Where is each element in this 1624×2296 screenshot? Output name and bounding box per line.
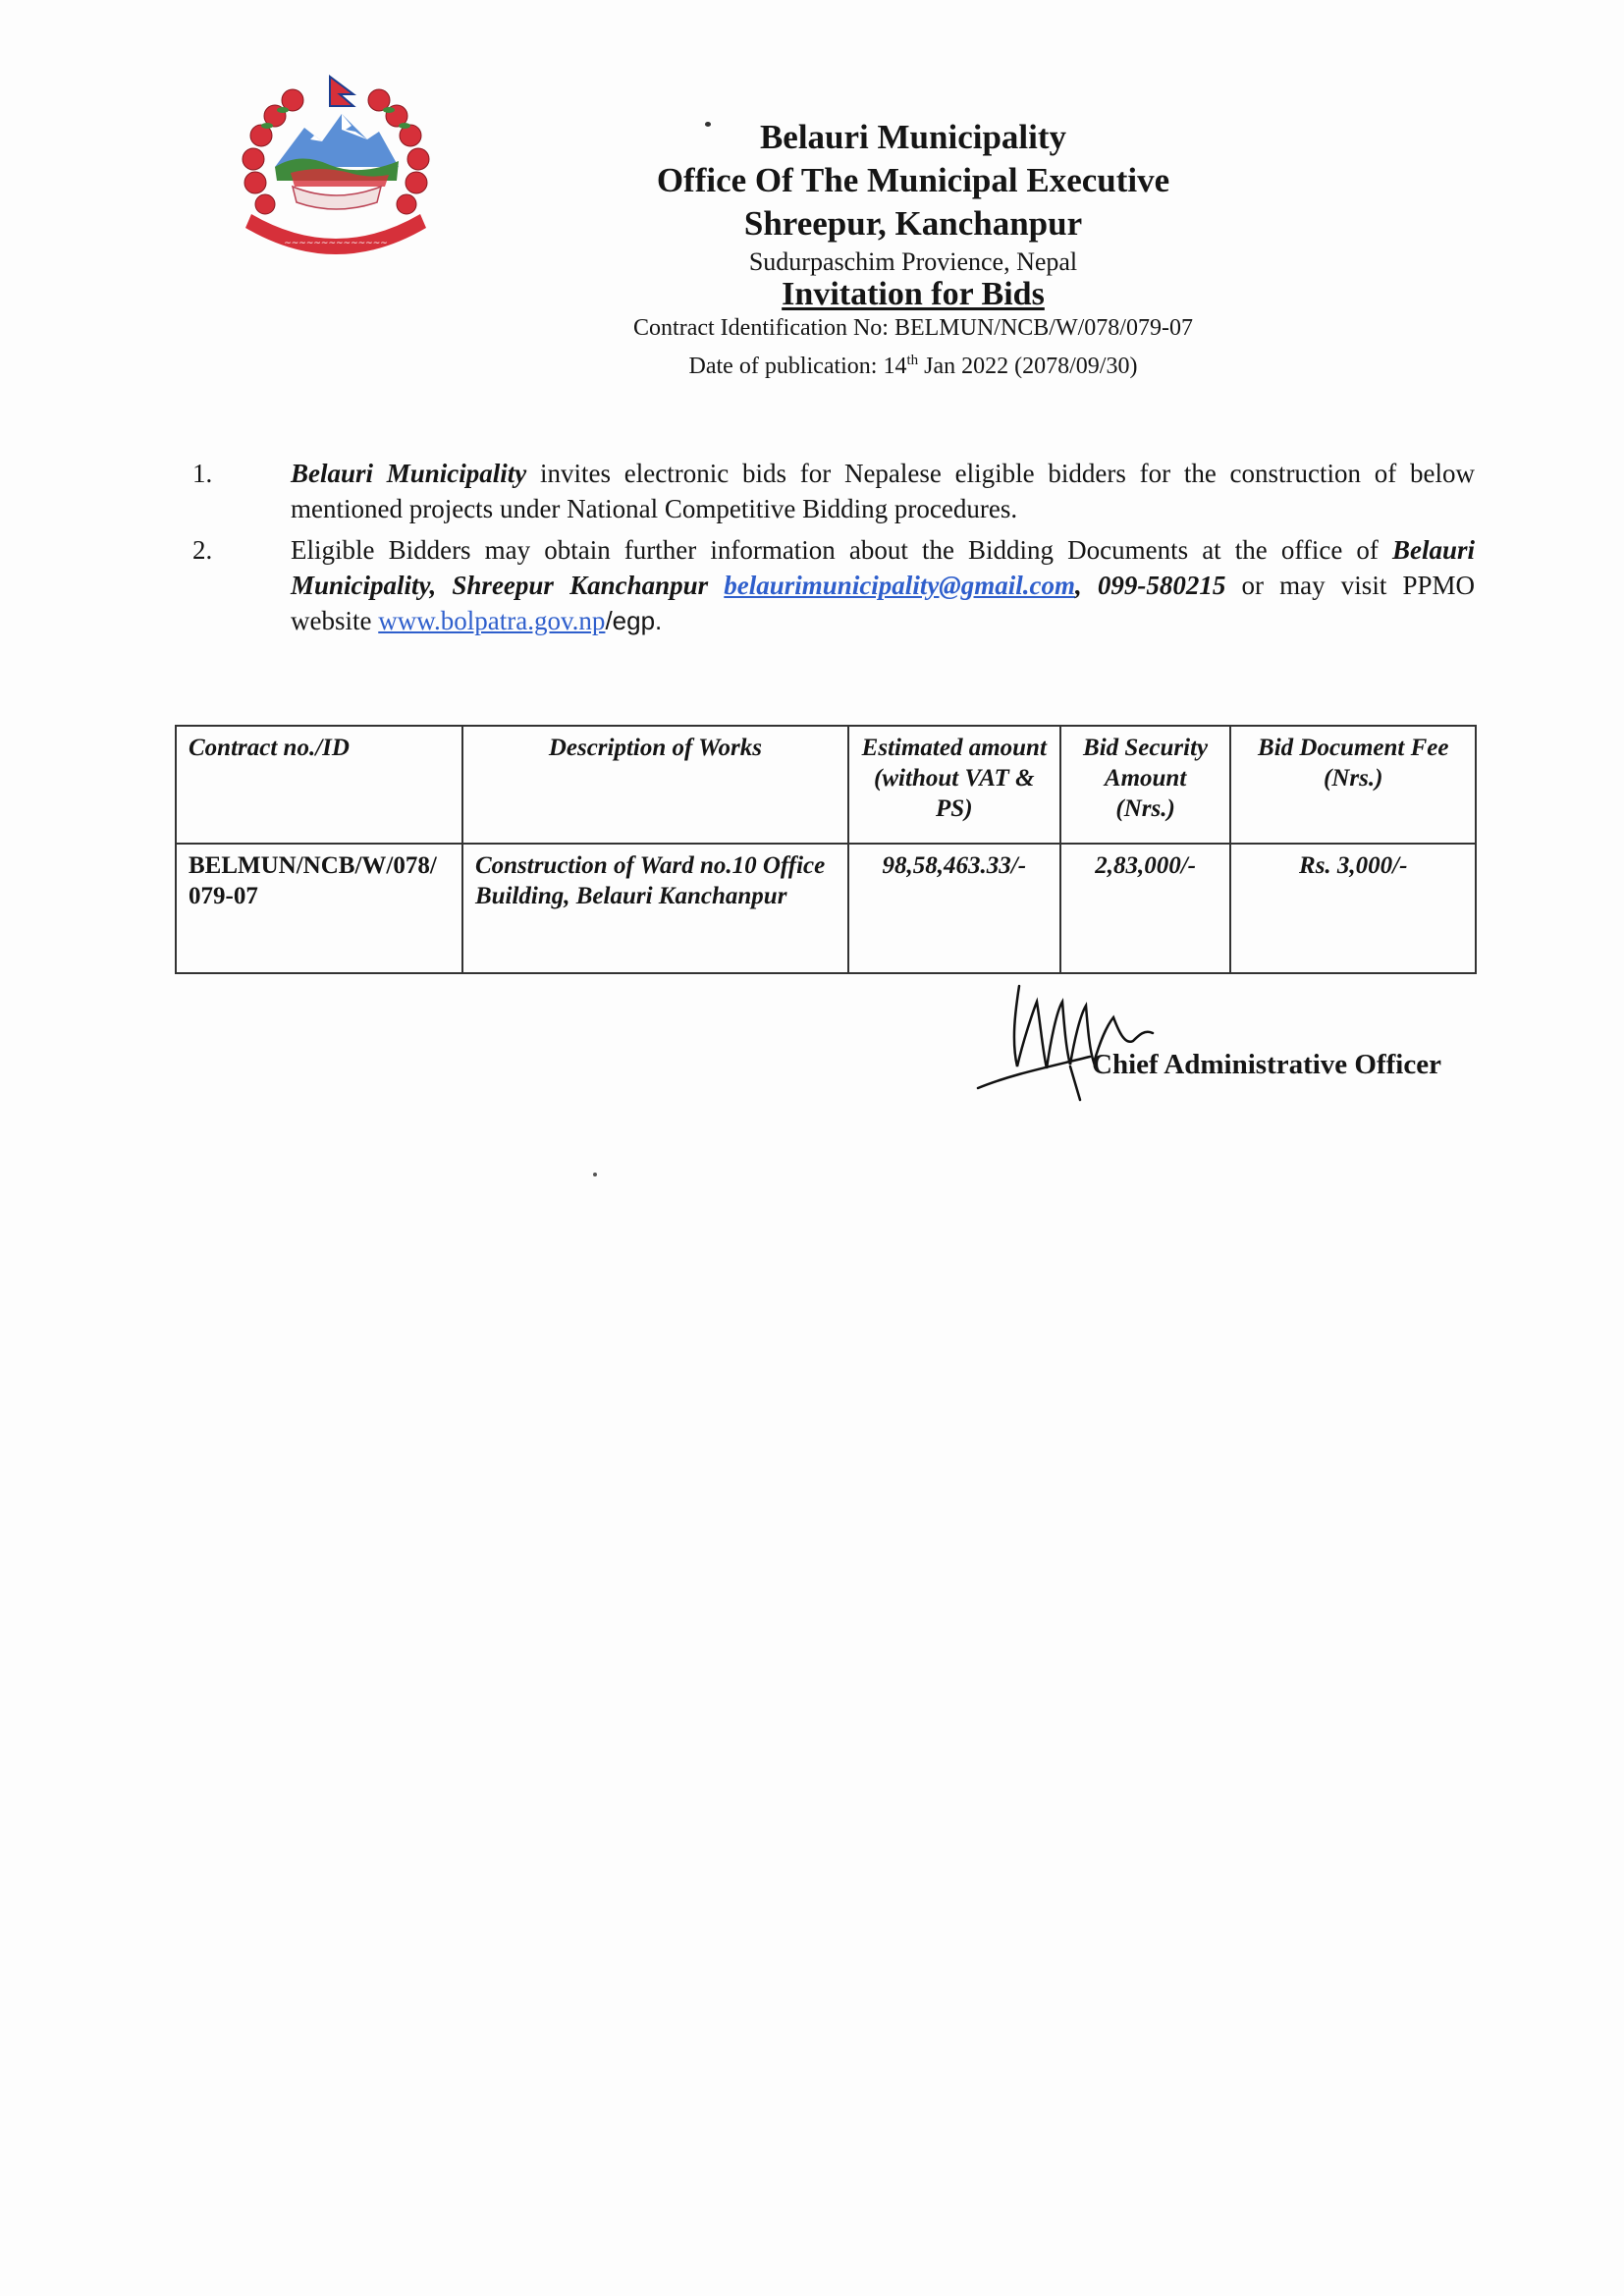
website-link[interactable]: www.bolpatra.gov.np xyxy=(378,606,606,635)
cell-estimated-amount: 98,58,463.33/- xyxy=(848,844,1060,973)
office-location: Shreepur, Kanchanpur xyxy=(743,204,1083,243)
contract-id-value: BELMUN/NCB/W/078/079-07 xyxy=(893,315,1193,341)
handwritten-signature xyxy=(972,972,1208,1110)
contract-id-line xyxy=(550,312,1276,345)
notice-clauses xyxy=(192,456,1475,644)
clause-text xyxy=(291,456,1475,526)
table-header-row xyxy=(176,726,1476,844)
cell-description: Construction of Ward no.10 Office Building, Belauri Kanchanpur xyxy=(462,844,848,973)
clause-body: invites electronic bids for Nepalese eligible bidders for the construction of below mentioned projects under National Competitive Bidding procedures. xyxy=(291,459,1475,523)
publication-date-label: Date of publication: 14 xyxy=(688,354,907,379)
column-header-security: Bid Security Amount (Nrs.) xyxy=(1060,726,1231,844)
contract-id-label: Contract Identification No: xyxy=(633,315,889,341)
cell-contract-id: BELMUN/NCB/W/078/ 079-07 xyxy=(176,844,462,973)
clause-lead: Belauri Municipality xyxy=(291,459,527,488)
bid-table xyxy=(175,725,1477,974)
website-path: /egp. xyxy=(605,606,663,635)
cell-bid-security: 2,83,000/- xyxy=(1060,844,1231,973)
office-address: Belauri Municipality, Shreepur Kanchanpur xyxy=(291,535,1475,600)
column-header-contract: Contract no./ID xyxy=(176,726,462,844)
publication-date-suffix: th xyxy=(906,353,919,368)
cell-document-fee: Rs. 3,000/- xyxy=(1230,844,1476,973)
clause-body-a: Eligible Bidders may obtain further information about the Bidding Documents at the office of xyxy=(291,535,1392,565)
email-link[interactable]: belaurimunicipality@gmail.com xyxy=(724,571,1076,600)
clause-2 xyxy=(192,532,1475,638)
table-row xyxy=(176,844,1476,973)
clause-body-c: or may visit PPMO website xyxy=(291,571,1475,635)
scan-speck xyxy=(593,1173,597,1176)
document-title: Invitation for Bids xyxy=(782,276,1045,312)
letterhead xyxy=(550,116,1276,383)
phone-number: 099-580215 xyxy=(1097,571,1226,600)
column-header-description: Description of Works xyxy=(462,726,848,844)
signatory-title: Chief Administrative Officer xyxy=(1092,1049,1441,1080)
clause-1 xyxy=(192,456,1475,526)
government-emblem-icon xyxy=(232,71,450,267)
municipality-name: Belauri Municipality xyxy=(759,118,1067,156)
publication-date-rest: Jan 2022 (2078/09/30) xyxy=(918,354,1138,379)
clause-number: 1. xyxy=(192,459,213,488)
column-header-estimated: Estimated amount (without VAT & PS) xyxy=(848,726,1060,844)
svg-text:~~~~~~~~~~~~~~: ~~~~~~~~~~~~~~ xyxy=(284,239,388,248)
province-line: Sudurpaschim Provience, Nepal xyxy=(748,247,1078,276)
clause-text: Eligible Bidders may obtain further information about the Bidding Documents at the office of Belauri Municipality, Shreepur Kanchanpur belaurimunicipality@gmail.com, 099-580215 or may visit PPMO website www.bolpatra.gov.np/egp. xyxy=(291,535,1475,635)
column-header-fee: Bid Document Fee (Nrs.) xyxy=(1230,726,1476,844)
publication-date-line xyxy=(550,345,1276,383)
office-name: Office Of The Municipal Executive xyxy=(656,161,1170,199)
clause-number: 2. xyxy=(192,535,213,565)
